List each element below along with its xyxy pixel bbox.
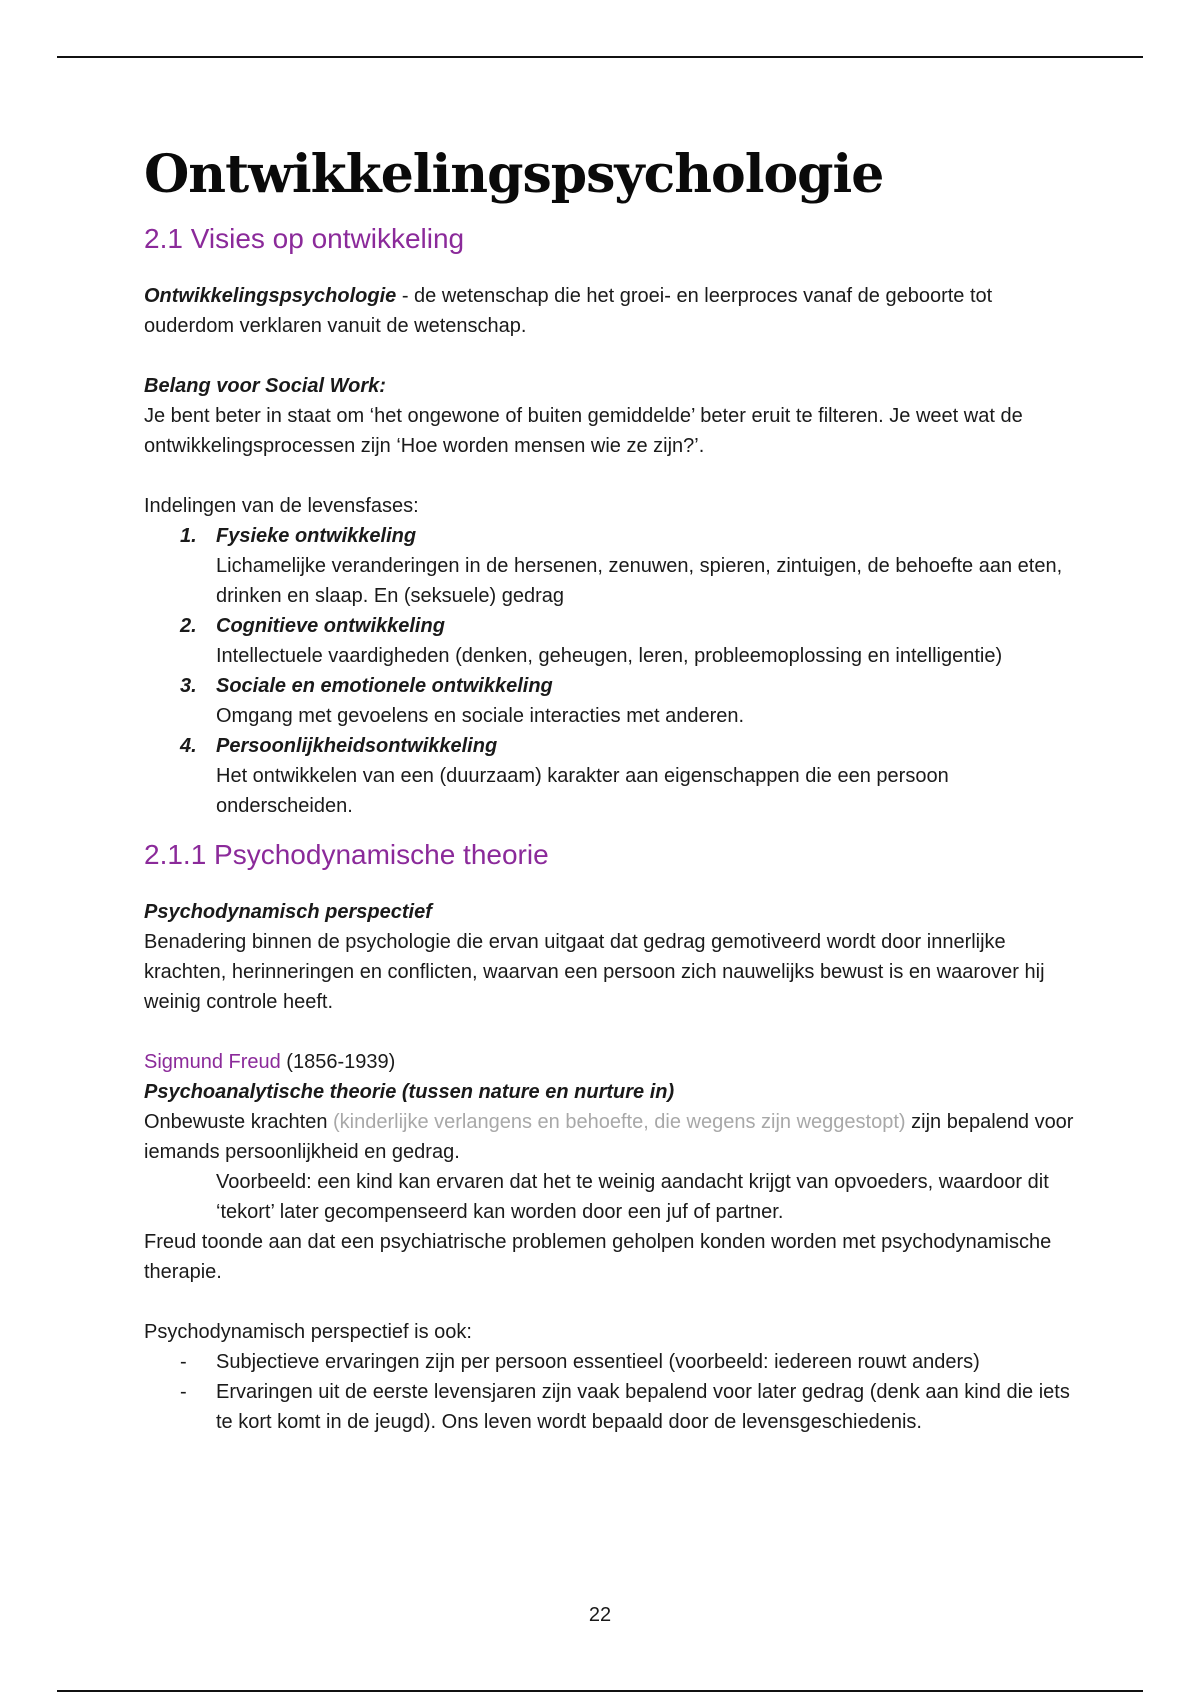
list-item-number: 3. — [180, 675, 197, 697]
perspective-text: Benadering binnen de psychologie die ervan uitgaat dat gedrag gemotiveerd wordt door innerlijke krachten, herinneringen en conflicten, waarvan een persoon zich nauwelijks bewust is en waarover hij weinig controle heeft. — [144, 931, 1045, 1013]
ook-intro: Psychodynamisch perspectief is ook: — [144, 1321, 472, 1343]
freud-name: Sigmund Freud — [144, 1051, 281, 1073]
list-item — [144, 611, 1074, 671]
list-item-text: Omgang met gevoelens en sociale interacties met anderen. — [216, 705, 745, 727]
freud-therapy-text: Freud toonde aan dat een psychiatrische problemen geholpen konden worden met psychodynamische therapie. — [144, 1231, 1052, 1283]
onbewuste-note: (kinderlijke verlangens en behoefte, die wegens zijn weggestopt) — [333, 1111, 906, 1133]
freud-line — [144, 1047, 1074, 1077]
list-item — [144, 1347, 1074, 1377]
indelingen-intro: Indelingen van de levensfases: — [144, 495, 419, 517]
list-item — [144, 671, 1074, 731]
belang-heading: Belang voor Social Work: — [144, 375, 386, 397]
onbewuste-start: Onbewuste krachten — [144, 1111, 333, 1133]
definition-term: Ontwikkelingspsychologie — [144, 285, 397, 307]
belang-text: Je bent beter in staat om ‘het ongewone of buiten gemiddelde’ beter eruit te filteren. Je weet wat de ontwikkelingsprocessen zijn ‘Hoe worden mensen wie ze zijn?’. — [144, 405, 1023, 457]
definition-paragraph — [144, 281, 1074, 341]
definition-text: - de wetenschap die het groei- en leerproces vanaf de geboorte tot ouderdom verklaren vanuit de wetenschap. — [144, 285, 993, 337]
list-item-text: Ervaringen uit de eerste levensjaren zijn vaak bepalend voor later gedrag (denk aan kind die iets te kort komt in de jeugd). Ons leven wordt bepaald door de levensgeschiedenis. — [216, 1381, 1070, 1433]
onbewuste-end: zijn bepalend voor iemands persoonlijkheid en gedrag. — [144, 1111, 1074, 1163]
top-rule — [57, 56, 1143, 58]
list-item-number: 2. — [180, 615, 197, 637]
dash-bullet: - — [180, 1351, 187, 1373]
list-item — [144, 1377, 1074, 1437]
freud-years: (1856-1939) — [280, 1051, 396, 1073]
list-item-text: Lichamelijke veranderingen in de hersenen, zenuwen, spieren, zintuigen, de behoefte aan eten, drinken en slaap. En (seksuele) gedrag — [216, 555, 1063, 607]
perspective-heading: Psychodynamisch perspectief — [144, 901, 432, 923]
section-heading-2-1: 2.1 Visies op ontwikkeling — [144, 223, 465, 254]
document-page — [144, 135, 1074, 1437]
page-number: 22 — [588, 1604, 612, 1626]
dash-bullet: - — [180, 1381, 187, 1403]
list-item-text: Het ontwikkelen van een (duurzaam) karakter aan eigenschappen die een persoon onderscheiden. — [216, 765, 949, 817]
list-item-number: 4. — [180, 735, 197, 757]
freud-theory: Psychoanalytische theorie (tussen nature en nurture in) — [144, 1081, 675, 1103]
list-item-text: Subjectieve ervaringen zijn per persoon essentieel (voorbeeld: iedereen rouwt anders) — [216, 1351, 980, 1373]
list-item-text: Intellectuele vaardigheden (denken, geheugen, leren, probleemoplossing en intelligentie) — [216, 645, 1003, 667]
list-item — [144, 731, 1074, 821]
list-item-title: Cognitieve ontwikkeling — [216, 615, 445, 637]
list-item — [144, 521, 1074, 611]
page-title: Ontwikkelingspsychologie — [144, 144, 884, 205]
section-heading-2-1-1: 2.1.1 Psychodynamische theorie — [144, 839, 549, 870]
list-item-number: 1. — [180, 525, 197, 547]
onbewuste-paragraph — [144, 1107, 1074, 1167]
list-item-title: Sociale en emotionele ontwikkeling — [216, 675, 553, 697]
levels-list — [144, 521, 1074, 821]
list-item-title: Fysieke ontwikkeling — [216, 525, 417, 547]
bottom-rule — [57, 1690, 1143, 1692]
example-paragraph: Voorbeeld: een kind kan ervaren dat het te weinig aandacht krijgt van opvoeders, waardoor dit ‘tekort’ later gecompenseerd kan worden door een juf of partner. — [216, 1171, 1049, 1223]
ook-list — [144, 1347, 1074, 1437]
list-item-title: Persoonlijkheidsontwikkeling — [216, 735, 498, 757]
